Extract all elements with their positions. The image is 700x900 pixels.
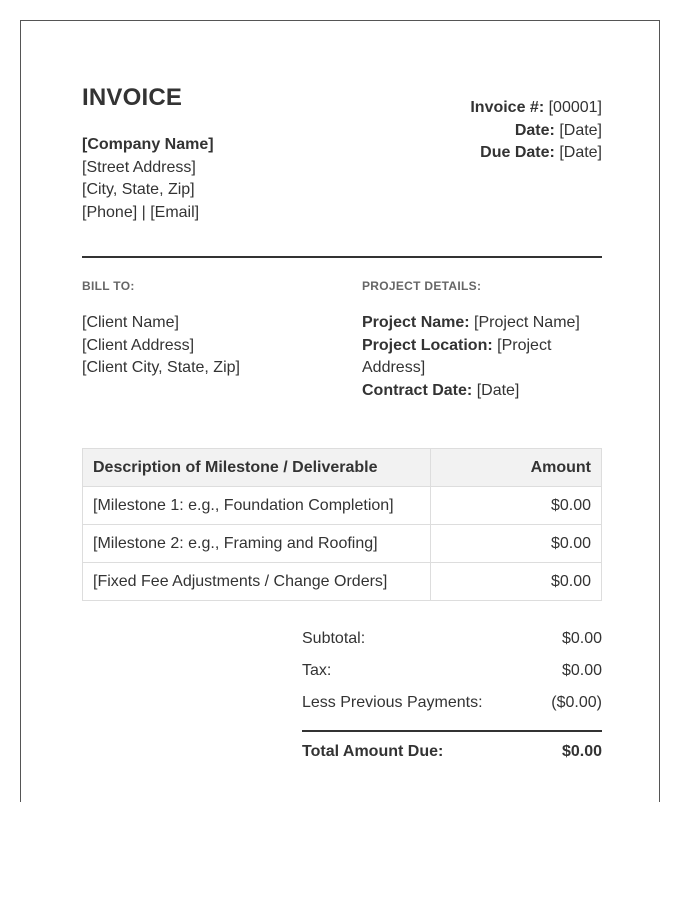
invoice-due-line [470, 142, 602, 165]
row-amount: $0.00 [431, 563, 602, 601]
totals-block [302, 623, 602, 762]
company-city: [City, State, Zip] [82, 181, 195, 198]
description-header: Description of Milestone / Deliverable [83, 449, 431, 487]
company-block [82, 84, 214, 224]
table-header-row [83, 449, 602, 487]
bill-to-block [82, 278, 362, 402]
invoice-page [20, 20, 660, 802]
invoice-date-value: [Date] [559, 121, 602, 139]
tax-label: Tax: [302, 662, 332, 679]
milestone-table [82, 448, 602, 601]
invoice-content [82, 84, 602, 762]
tax-value: $0.00 [561, 662, 602, 679]
totals-divider [302, 730, 602, 732]
row-amount: $0.00 [431, 487, 602, 525]
invoice-title: INVOICE [82, 84, 183, 111]
previous-payments-value: ($0.00) [551, 694, 602, 711]
amount-header: Amount [431, 449, 602, 487]
company-contact: [Phone] | [Email] [82, 203, 200, 221]
total-due-label: Total Amount Due: [302, 743, 444, 760]
row-description: [Fixed Fee Adjustments / Change Orders] [83, 563, 431, 601]
invoice-number-label: Invoice #: [470, 99, 545, 116]
row-description: [Milestone 2: e.g., Framing and Roofing] [83, 525, 431, 563]
table-row [83, 563, 602, 601]
contract-date-line [362, 380, 602, 403]
invoice-number-value: [00001] [548, 99, 602, 116]
project-name-value: [Project Name] [474, 314, 580, 331]
invoice-meta [470, 97, 602, 165]
company-street: [Street Address] [82, 158, 196, 176]
total-due-row [302, 742, 602, 762]
contract-date-value: [Date] [476, 381, 520, 399]
row-description: [Milestone 1: e.g., Foundation Completion] [83, 487, 431, 525]
client-name: [Client Name] [82, 314, 179, 331]
previous-payments-row [302, 687, 602, 719]
tax-row [302, 655, 602, 687]
row-amount: $0.00 [431, 525, 602, 563]
project-location-label: Project Location: [362, 336, 493, 354]
bill-to-label: BILL TO: [82, 279, 135, 293]
project-name-label: Project Name: [362, 314, 470, 331]
client-address: [Client Address] [82, 336, 195, 354]
invoice-header [82, 84, 602, 256]
invoice-date-line [470, 120, 602, 143]
project-name-line [362, 312, 602, 335]
info-section [82, 278, 602, 402]
subtotal-label: Subtotal: [302, 630, 366, 647]
invoice-due-label: Due Date: [480, 144, 555, 161]
total-due-value: $0.00 [561, 743, 602, 760]
subtotal-value: $0.00 [561, 630, 602, 647]
previous-payments-label: Less Previous Payments: [302, 694, 483, 711]
client-city: [Client City, State, Zip] [82, 359, 240, 376]
table-row [83, 525, 602, 563]
project-location-value: [Project Address] [362, 336, 552, 376]
contract-date-label: Contract Date: [362, 381, 473, 399]
invoice-due-value: [Date] [559, 144, 602, 161]
project-location-line [362, 335, 602, 380]
project-details-label: PROJECT DETAILS: [362, 279, 482, 293]
project-details-block [362, 278, 602, 402]
invoice-number-line [470, 97, 602, 120]
table-row [83, 487, 602, 525]
header-divider [82, 256, 602, 258]
subtotal-row [302, 623, 602, 655]
company-name: [Company Name] [82, 136, 214, 153]
invoice-date-label: Date: [514, 121, 555, 139]
